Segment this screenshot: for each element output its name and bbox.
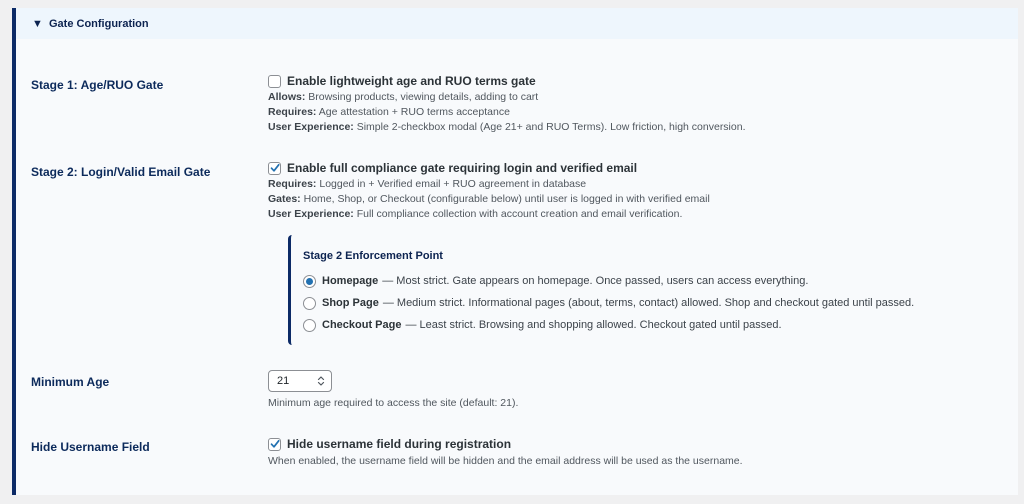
enforcement-option-shop-page[interactable] bbox=[303, 295, 914, 311]
stage2-gates: Gates: Home, Shop, or Checkout (configurable below) until user is logged in with verified email bbox=[268, 193, 710, 205]
stage2-requires: Requires: Logged in + Verified email + RUO agreement in database bbox=[268, 178, 587, 190]
stage2-field bbox=[268, 159, 1018, 222]
stage1-user-experience: User Experience: Simple 2-checkbox modal (Age 21+ and RUO Terms). Low friction, high conversion. bbox=[268, 121, 746, 133]
enforcement-title: Stage 2 Enforcement Point bbox=[303, 250, 443, 262]
hide-username-label: Hide Username Field bbox=[31, 440, 150, 454]
homepage-option-name: Homepage bbox=[322, 275, 379, 287]
stage1-field bbox=[268, 72, 1018, 135]
stage2-checkbox[interactable] bbox=[268, 162, 281, 175]
checkout-page-option-name: Checkout Page bbox=[322, 319, 402, 331]
enforcement-option-homepage[interactable] bbox=[303, 273, 808, 289]
hide-username-help: When enabled, the username field will be hidden and the email address will be used as the username. bbox=[268, 455, 743, 467]
enforcement-option-checkout-page[interactable] bbox=[303, 317, 782, 333]
minimum-age-label: Minimum Age bbox=[31, 375, 110, 389]
shop-page-option-name: Shop Page bbox=[322, 297, 379, 309]
minimum-age-input[interactable] bbox=[268, 370, 332, 392]
stage2-label: Stage 2: Login/Valid Email Gate bbox=[31, 165, 211, 179]
spinner-arrows-icon[interactable] bbox=[317, 375, 325, 387]
stage1-checkbox-line[interactable] bbox=[268, 72, 1018, 90]
shop-page-radio[interactable] bbox=[303, 297, 316, 310]
stage1-checkbox[interactable] bbox=[268, 75, 281, 88]
stage1-description bbox=[268, 90, 1018, 135]
stage1-label: Stage 1: Age/RUO Gate bbox=[31, 78, 164, 92]
stage1-allows: Allows: Browsing products, viewing details, adding to cart bbox=[268, 91, 539, 103]
checkmark-icon bbox=[270, 439, 280, 449]
gate-configuration-panel bbox=[12, 8, 1018, 495]
stage2-checkbox-line[interactable] bbox=[268, 159, 1018, 177]
minimum-age-field bbox=[268, 370, 1018, 411]
checkout-page-option-desc: — Least strict. Browsing and shopping allowed. Checkout gated until passed. bbox=[405, 319, 782, 331]
stage2-description bbox=[268, 177, 1018, 222]
checkout-page-radio[interactable] bbox=[303, 319, 316, 332]
hide-username-checkbox-line[interactable] bbox=[268, 435, 1018, 453]
hide-username-field bbox=[268, 435, 1018, 469]
checkmark-icon bbox=[270, 163, 280, 173]
minimum-age-value: 21 bbox=[277, 375, 290, 387]
stage2-checkbox-label: Enable full compliance gate requiring login and verified email bbox=[287, 161, 638, 175]
homepage-radio[interactable] bbox=[303, 275, 316, 288]
gate-configuration-toggle[interactable] bbox=[16, 8, 1018, 39]
stage1-requires: Requires: Age attestation + RUO terms acceptance bbox=[268, 106, 510, 118]
homepage-option-desc: — Most strict. Gate appears on homepage. Once passed, users can access everything. bbox=[382, 275, 809, 287]
triangle-down-icon: ▼ bbox=[32, 17, 43, 30]
shop-page-option-desc: — Medium strict. Informational pages (about, terms, contact) allowed. Shop and checkout gated until passed. bbox=[382, 297, 915, 309]
minimum-age-help: Minimum age required to access the site (default: 21). bbox=[268, 397, 519, 409]
stage2-enforcement-box bbox=[288, 235, 999, 345]
hide-username-checkbox[interactable] bbox=[268, 438, 281, 451]
stage2-user-experience: User Experience: Full compliance collection with account creation and email verification. bbox=[268, 208, 683, 220]
hide-username-checkbox-label: Hide username field during registration bbox=[287, 437, 512, 451]
stage1-checkbox-label: Enable lightweight age and RUO terms gate bbox=[287, 74, 536, 88]
panel-title: Gate Configuration bbox=[49, 17, 149, 30]
